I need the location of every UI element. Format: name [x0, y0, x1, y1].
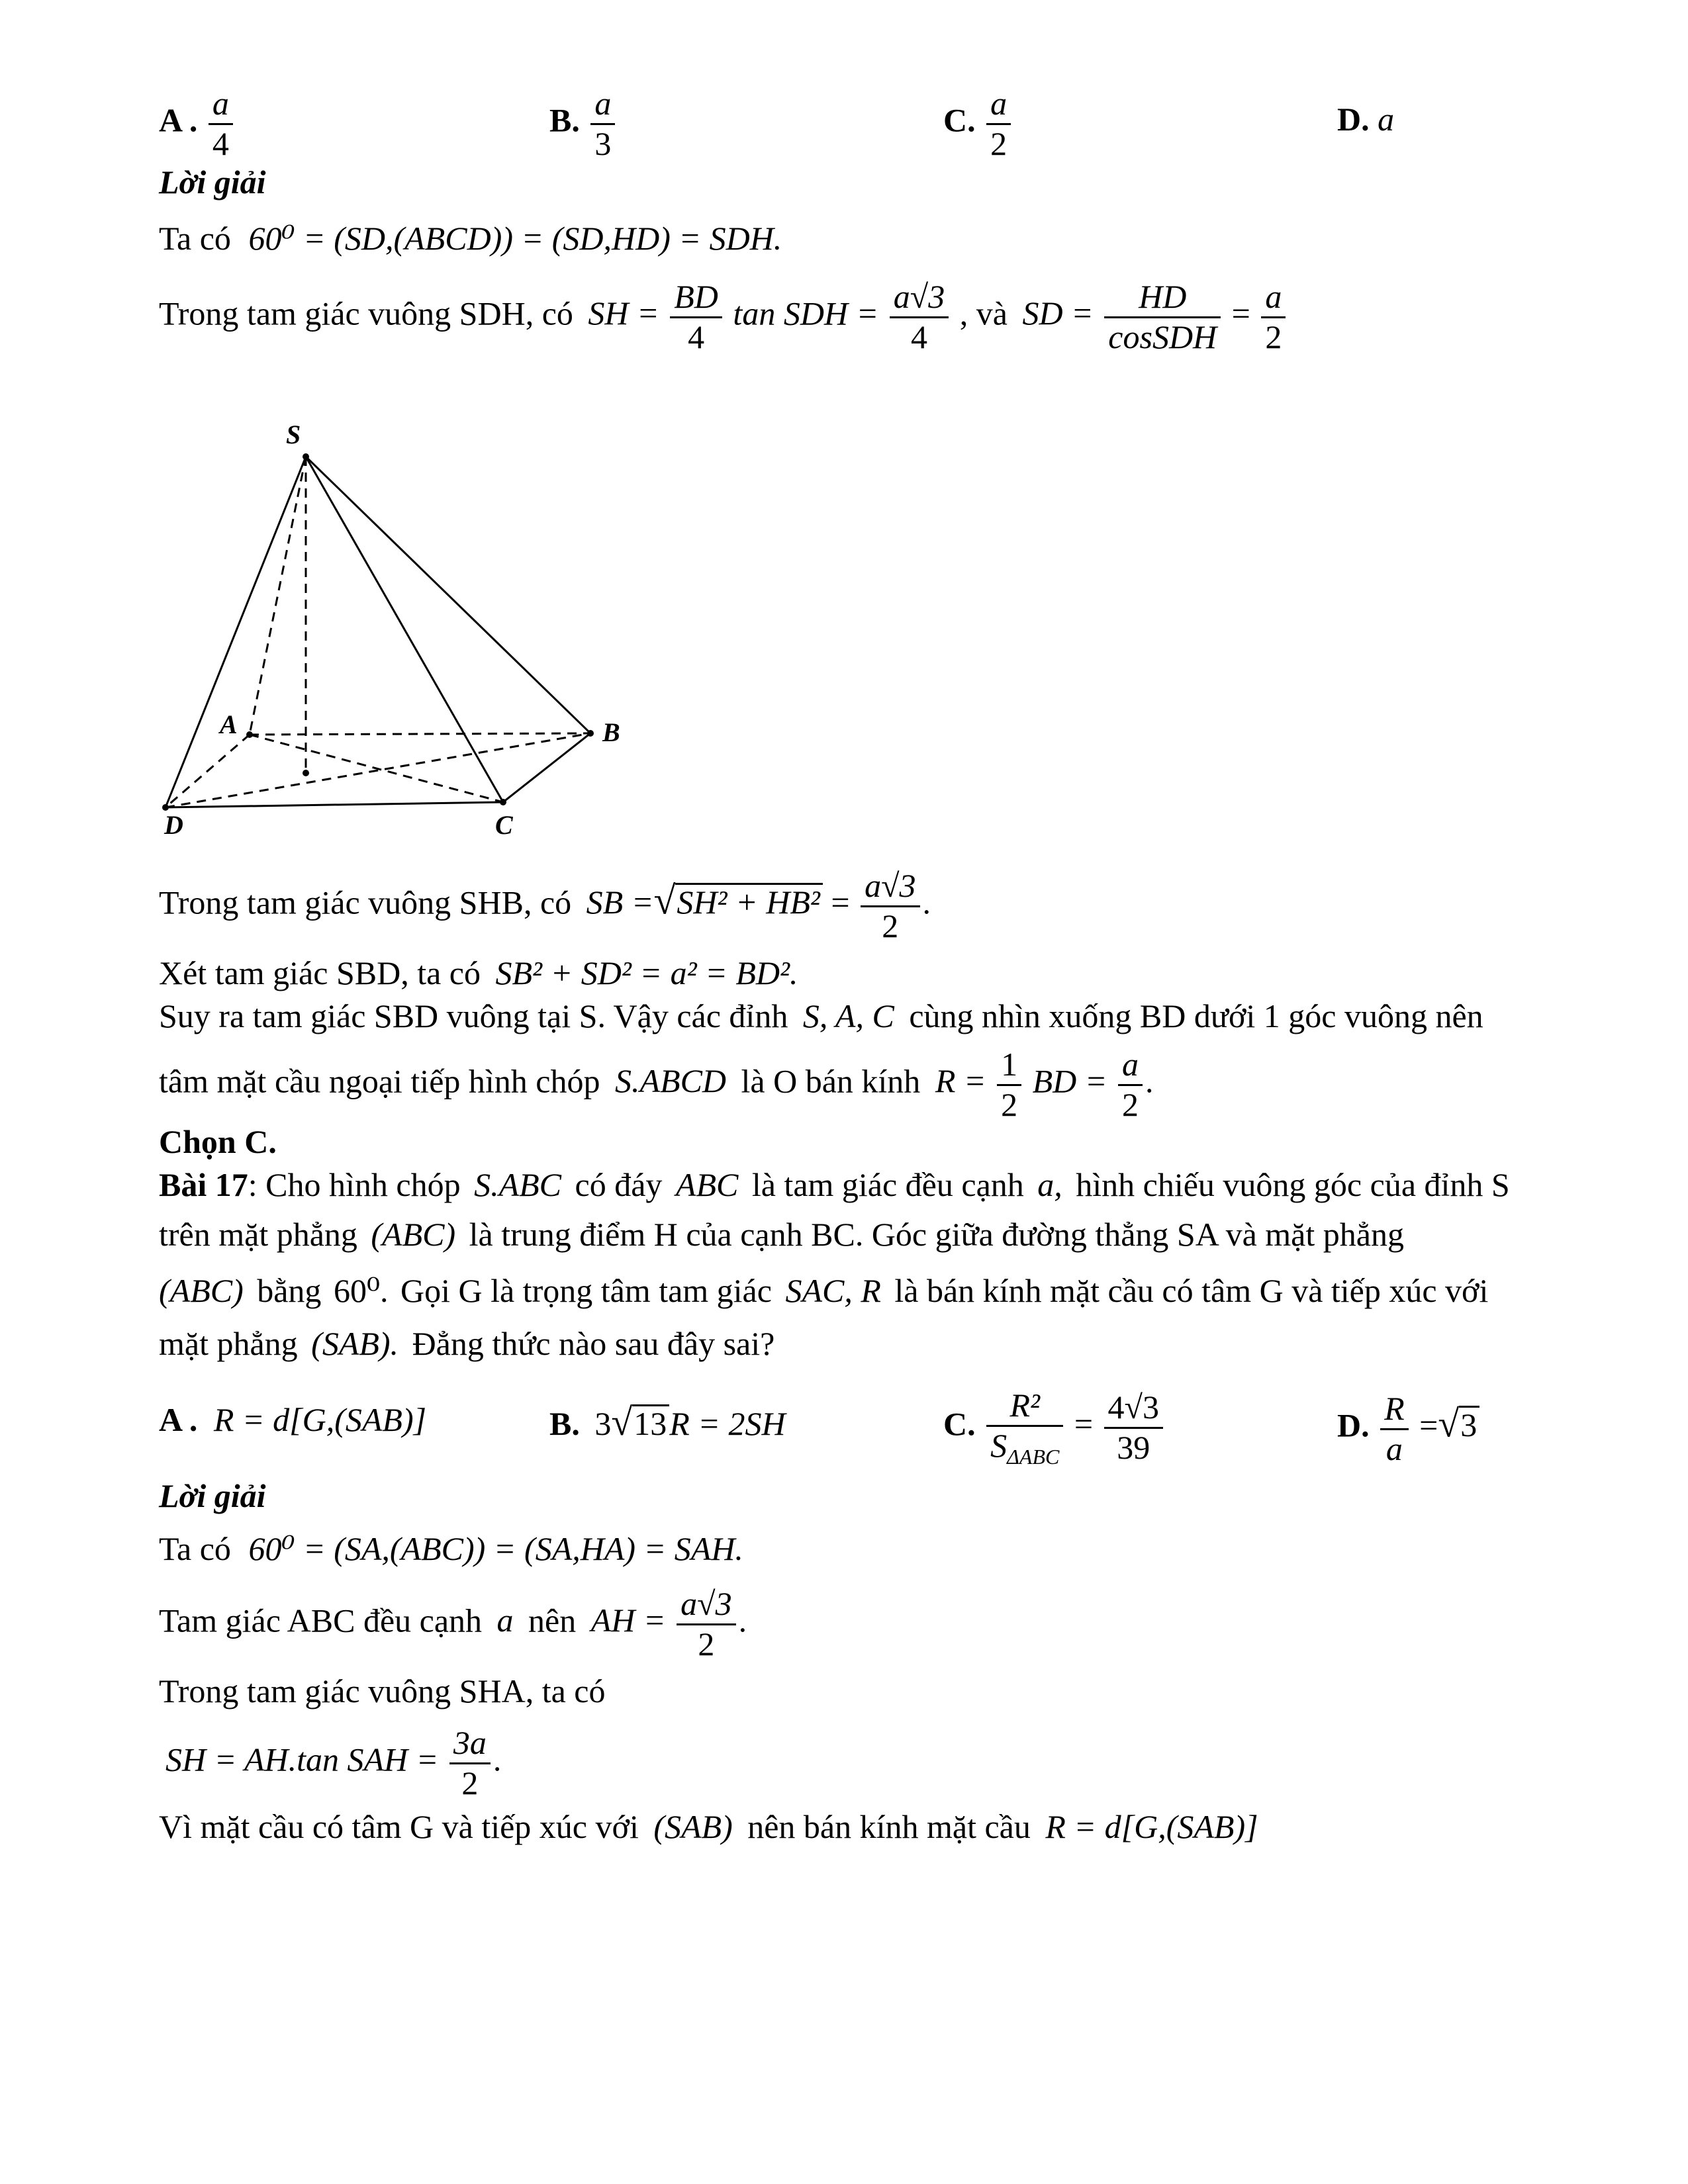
edge-dc: [165, 802, 503, 807]
point-c: [500, 799, 506, 805]
edge-ad: [165, 735, 250, 807]
solution1-line2: Trong tam giác vuông SDH, có SH = $\frac{BD}{4}$ tan SDH = $\frac{a√3}{4}$ , và SD = $\frac{HD}{\text{cosSDH}}$ = $\frac{a}{2}$: [159, 278, 1288, 356]
diag-bd: [165, 733, 590, 807]
solution2-line1: Ta có 60⁰ = (SA,(ABC)) = (SA,HA) = SAH.: [159, 1530, 743, 1567]
q17-line1: Bài 17: Cho hình chóp S.ABC có đáy ABC là tam giác đều cạnh a, hình chiếu vuông góc của đỉnh S: [159, 1166, 1510, 1203]
point-b: [587, 730, 594, 737]
solution2-line5: Vì mặt cầu có tâm G và tiếp xúc với (SAB) nên bán kính mặt cầu R = d[G,(SAB)]: [159, 1808, 1258, 1845]
answer-choose: Chọn C.: [159, 1123, 277, 1160]
edge-sa: [250, 457, 306, 735]
solution1-line6: tâm mặt cầu ngoại tiếp hình chóp S.ABCD là O bán kính R = $\frac{1}{2}$ BD = $\frac{a}{2}$ .: [159, 1046, 1154, 1123]
diag-ac: [250, 735, 503, 802]
solution1-line1: Ta có 60⁰ = (SD,(ABCD)) = (SD,HD) = SDH.: [159, 220, 782, 257]
solution2-line4: SH = AH.tan SAH = $\frac{3a}{2}$ .: [165, 1724, 502, 1801]
option-a: A . $\frac{a}{4}$: [159, 85, 236, 163]
option-d: D. a: [1337, 101, 1395, 138]
option-a-fraction: $\frac{a}{4}$: [209, 85, 233, 163]
solution1-line4: Xét tam giác SBD, ta có SB² + SD² = a² = BD².: [159, 954, 798, 991]
edge-sd: [165, 457, 306, 807]
label-c: C: [495, 810, 513, 840]
solution2-line2: Tam giác ABC đều cạnh a nên AH = $\frac{a√3}{2}$ .: [159, 1585, 747, 1662]
solution-heading-2: Lời giải: [159, 1477, 266, 1514]
point-s: [303, 453, 309, 460]
point-h: [303, 770, 309, 776]
option-c-fraction: $\frac{a}{2}$: [986, 85, 1011, 163]
q17-line2: trên mặt phẳng (ABC) là trung điểm H của cạnh BC. Góc giữa đường thẳng SA và mặt phẳng: [159, 1216, 1404, 1253]
pyramid-figure: [146, 417, 688, 841]
q17-option-c: C. $\frac{\text{R²}}{S_{\Delta ABC}}$ = $\frac{4√3}{39}$: [943, 1387, 1166, 1469]
option-b-fraction: $\frac{a}{3}$: [590, 85, 615, 163]
point-a: [246, 731, 253, 738]
edge-sc: [306, 457, 503, 802]
label-b: B: [602, 717, 620, 747]
q17-option-b: B. 3√13R = 2SH: [549, 1400, 786, 1443]
option-c: C. $\frac{a}{2}$: [943, 85, 1013, 163]
label-s: S: [286, 420, 301, 449]
solution2-line3: Trong tam giác vuông SHA, ta có: [159, 1672, 606, 1709]
q17-line4: mặt phẳng (SAB). Đẳng thức nào sau đây sai?: [159, 1325, 775, 1362]
q17-option-a: A . R = d[G,(SAB)]: [159, 1401, 427, 1438]
q17-line3: (ABC) bằng 60⁰. Gọi G là trọng tâm tam giác SAC, R là bán kính mặt cầu có tâm G và tiếp xúc với: [159, 1272, 1489, 1309]
q17-option-d: D. $\frac{R}{a}$ =√3: [1337, 1390, 1479, 1468]
label-d: D: [164, 810, 183, 840]
option-b: B. $\frac{a}{3}$: [549, 85, 618, 163]
edge-sb: [306, 457, 590, 733]
solution-heading-1: Lời giải: [159, 163, 266, 201]
solution1-line5: Suy ra tam giác SBD vuông tại S. Vậy các đỉnh S, A, C cùng nhìn xuống BD dưới 1 góc vuông nên: [159, 997, 1483, 1034]
label-a: A: [220, 709, 238, 739]
edge-cb: [503, 733, 590, 802]
solution1-line3: Trong tam giác vuông SHB, có SB =√SH² + HB² = $\frac{a√3}{2}$ .: [159, 867, 931, 944]
edge-ab: [250, 733, 590, 735]
